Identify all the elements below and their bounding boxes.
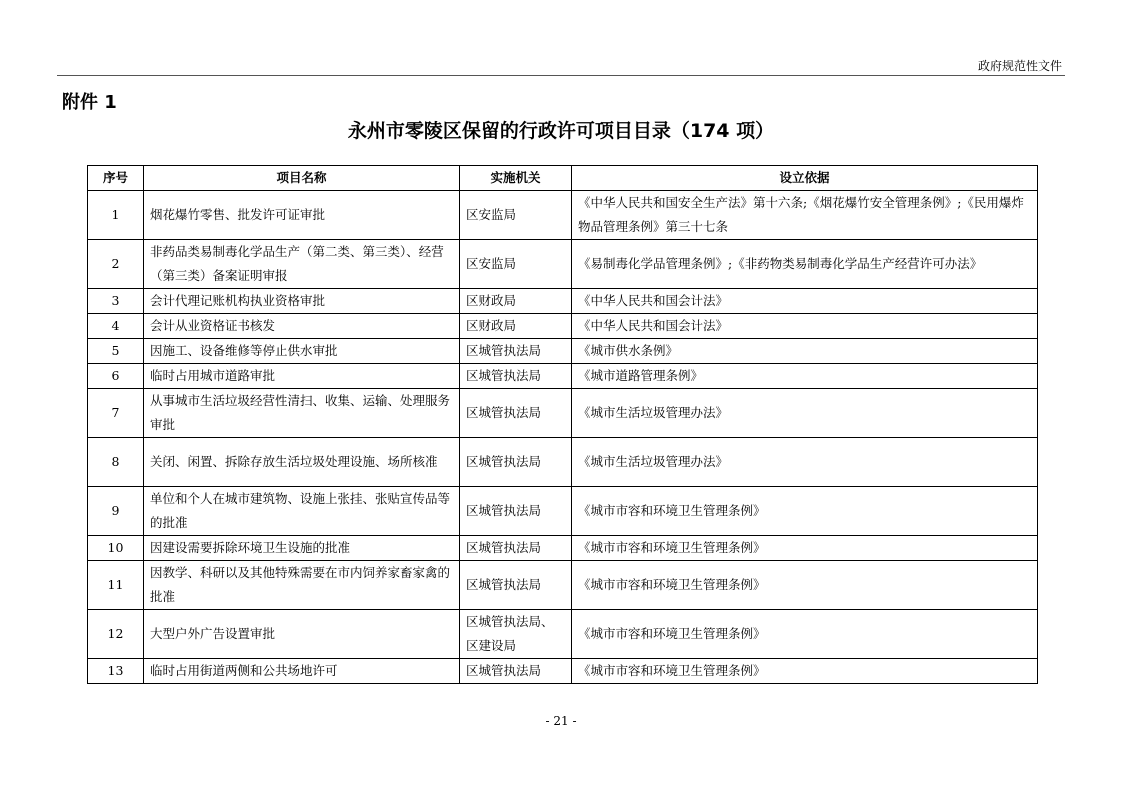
table-row [88, 289, 1038, 314]
row-agency: 区城管执法局 [460, 561, 572, 610]
row-item-name: 大型户外广告设置审批 [144, 610, 460, 659]
row-agency: 区城管执法局 [460, 659, 572, 684]
document-category: 政府规范性文件 [977, 59, 1062, 73]
row-basis: 《城市生活垃圾管理办法》 [572, 438, 1038, 487]
row-item-name: 临时占用城市道路审批 [144, 364, 460, 389]
row-agency: 区安监局 [460, 240, 572, 289]
row-agency: 区财政局 [460, 289, 572, 314]
table-row [88, 659, 1038, 684]
row-item-name: 关闭、闲置、拆除存放生活垃圾处理设施、场所核准 [144, 438, 460, 487]
row-serial: 6 [88, 364, 144, 389]
row-serial: 9 [88, 487, 144, 536]
row-item-name: 单位和个人在城市建筑物、设施上张挂、张贴宣传品等的批准 [144, 487, 460, 536]
row-basis: 《城市道路管理条例》 [572, 364, 1038, 389]
row-serial: 2 [88, 240, 144, 289]
row-basis: 《城市生活垃圾管理办法》 [572, 389, 1038, 438]
row-item-name: 非药品类易制毒化学品生产（第二类、第三类）、经营（第三类）备案证明审报 [144, 240, 460, 289]
header-agency: 实施机关 [460, 166, 572, 191]
row-basis: 《城市市容和环境卫生管理条例》 [572, 487, 1038, 536]
permit-catalog-table [87, 165, 1038, 684]
table-row [88, 389, 1038, 438]
table-row [88, 438, 1038, 487]
row-agency: 区安监局 [460, 191, 572, 240]
row-serial: 13 [88, 659, 144, 684]
table-row [88, 314, 1038, 339]
page-number: - 21 - [545, 714, 577, 728]
row-serial: 8 [88, 438, 144, 487]
row-serial: 12 [88, 610, 144, 659]
row-item-name: 会计从业资格证书核发 [144, 314, 460, 339]
row-agency: 区城管执法局 [460, 438, 572, 487]
row-basis: 《中华人民共和国安全生产法》第十六条;《烟花爆竹安全管理条例》;《民用爆炸物品管理条例》第三十七条 [572, 191, 1038, 240]
table-row [88, 339, 1038, 364]
row-item-name: 因教学、科研以及其他特殊需要在市内饲养家畜家禽的批准 [144, 561, 460, 610]
header-divider [57, 75, 1065, 76]
row-agency: 区城管执法局 [460, 339, 572, 364]
row-item-name: 临时占用街道两侧和公共场地许可 [144, 659, 460, 684]
table-row [88, 364, 1038, 389]
row-basis: 《城市市容和环境卫生管理条例》 [572, 561, 1038, 610]
row-agency: 区城管执法局 [460, 389, 572, 438]
row-basis: 《城市供水条例》 [572, 339, 1038, 364]
table-row [88, 240, 1038, 289]
row-agency: 区城管执法局、区建设局 [460, 610, 572, 659]
row-item-name: 从事城市生活垃圾经营性清扫、收集、运输、处理服务审批 [144, 389, 460, 438]
row-basis: 《中华人民共和国会计法》 [572, 314, 1038, 339]
row-serial: 11 [88, 561, 144, 610]
table-row [88, 487, 1038, 536]
row-serial: 7 [88, 389, 144, 438]
row-serial: 3 [88, 289, 144, 314]
row-serial: 10 [88, 536, 144, 561]
page-title: 永州市零陵区保留的行政许可项目目录（174 项） [347, 120, 775, 142]
row-serial: 4 [88, 314, 144, 339]
row-item-name: 因建设需要拆除环境卫生设施的批准 [144, 536, 460, 561]
row-basis: 《城市市容和环境卫生管理条例》 [572, 659, 1038, 684]
table-row [88, 191, 1038, 240]
table-header-row [88, 166, 1038, 191]
row-item-name: 烟花爆竹零售、批发许可证审批 [144, 191, 460, 240]
header-basis: 设立依据 [572, 166, 1038, 191]
row-agency: 区城管执法局 [460, 364, 572, 389]
row-basis: 《城市市容和环境卫生管理条例》 [572, 610, 1038, 659]
row-agency: 区城管执法局 [460, 536, 572, 561]
header-item-name: 项目名称 [144, 166, 460, 191]
row-agency: 区城管执法局 [460, 487, 572, 536]
header-serial: 序号 [88, 166, 144, 191]
row-item-name: 因施工、设备维修等停止供水审批 [144, 339, 460, 364]
attachment-label: 附件 1 [62, 92, 117, 113]
table-row [88, 610, 1038, 659]
row-basis: 《易制毒化学品管理条例》;《非药物类易制毒化学品生产经营许可办法》 [572, 240, 1038, 289]
table-row [88, 536, 1038, 561]
row-serial: 1 [88, 191, 144, 240]
table-row [88, 561, 1038, 610]
row-serial: 5 [88, 339, 144, 364]
row-basis: 《城市市容和环境卫生管理条例》 [572, 536, 1038, 561]
row-basis: 《中华人民共和国会计法》 [572, 289, 1038, 314]
row-item-name: 会计代理记账机构执业资格审批 [144, 289, 460, 314]
row-agency: 区财政局 [460, 314, 572, 339]
